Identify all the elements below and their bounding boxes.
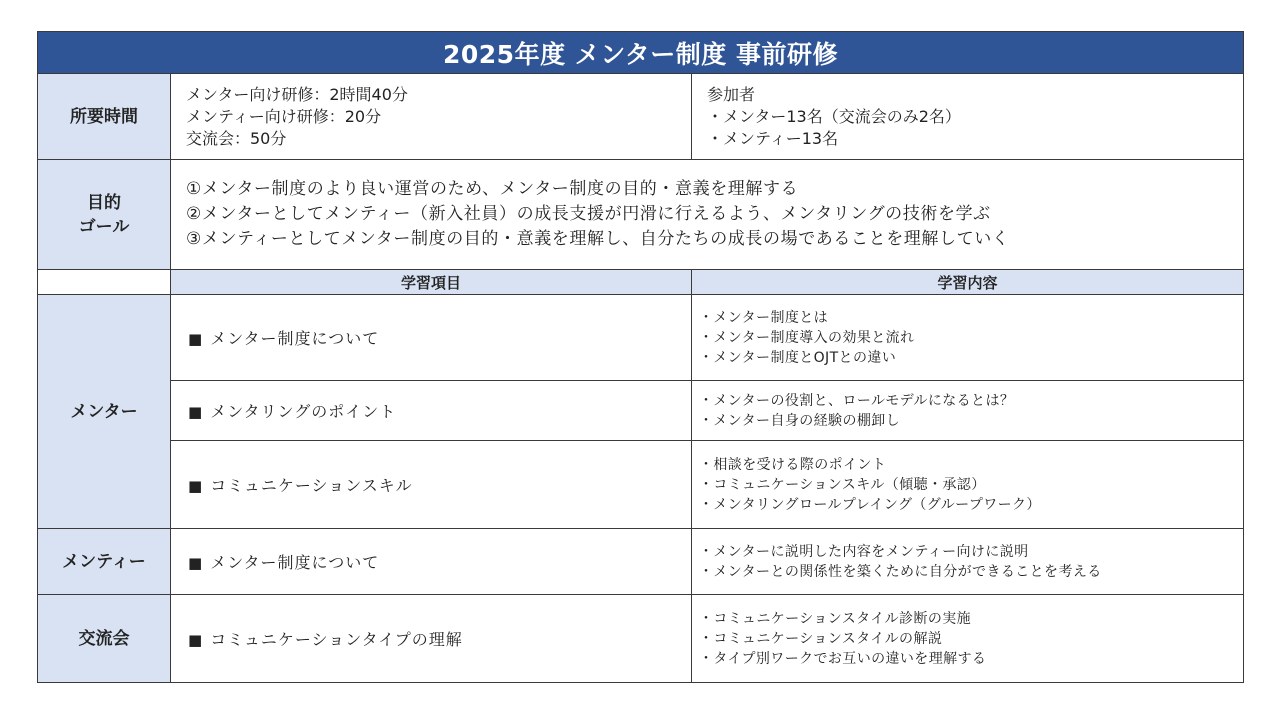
table-row — [38, 295, 1244, 381]
training-table — [37, 31, 1244, 683]
goal-text — [171, 160, 1244, 270]
learning-item-text: コミュニケーションタイプの理解 — [210, 630, 463, 649]
square-bullet-icon: ■ — [188, 631, 204, 649]
content-line: ・メンターの役割と、ロールモデルになるとは？ — [699, 392, 1015, 409]
content-line: ・メンター制度とOJTとの違い — [699, 349, 897, 366]
square-bullet-icon: ■ — [188, 403, 204, 421]
learning-item-text: メンター制度について — [210, 329, 380, 348]
time-breakdown — [171, 74, 692, 160]
learning-item — [171, 381, 692, 441]
content-line: ・メンター制度導入の効果と流れ — [699, 329, 915, 346]
content-line: ・コミュニケーションスタイルの解説 — [699, 630, 943, 647]
group-label-mentee: メンティー — [38, 529, 171, 595]
learning-item — [171, 441, 692, 529]
goal-label-line: ゴール — [78, 216, 130, 237]
blank-header-cell — [38, 270, 171, 295]
square-bullet-icon: ■ — [188, 477, 204, 495]
table-row — [38, 381, 1244, 441]
learning-content — [692, 381, 1244, 441]
content-line: ・メンターに説明した内容をメンティー向けに説明 — [699, 543, 1029, 560]
participants — [692, 74, 1244, 160]
goal-line: ②メンターとしてメンティー（新入社員）の成長支援が円滑に行えるよう、メンタリングの技術を学ぶ — [186, 204, 991, 224]
learning-item — [171, 295, 692, 381]
time-line: メンター向け研修：2時間40分 — [186, 84, 408, 104]
participants-line: ・メンター13名（交流会のみ2名） — [707, 106, 961, 126]
learning-item — [171, 595, 692, 683]
content-line: ・コミュニケーションスタイル診断の実施 — [699, 610, 972, 627]
content-line: ・メンター自身の経験の棚卸し — [699, 412, 901, 429]
learning-item — [171, 529, 692, 595]
group-label-exchange: 交流会 — [38, 595, 171, 683]
learning-content — [692, 295, 1244, 381]
goal-line: ③メンティーとしてメンター制度の目的・意義を理解し、自分たちの成長の場であることを理解していく — [186, 229, 1010, 249]
learning-content — [692, 529, 1244, 595]
goal-row — [38, 160, 1244, 270]
square-bullet-icon: ■ — [188, 554, 204, 572]
content-line: ・相談を受ける際のポイント — [699, 456, 887, 473]
learning-item-text: コミュニケーションスキル — [210, 476, 413, 495]
participants-line: ・メンティー13名 — [707, 128, 839, 148]
learning-item-text: メンタリングのポイント — [210, 402, 397, 421]
training-overview — [37, 31, 1243, 683]
content-column-header: 学習内容 — [692, 270, 1244, 295]
item-column-header: 学習項目 — [171, 270, 692, 295]
content-line: ・コミュニケーションスキル（傾聴・承認） — [699, 476, 986, 493]
time-row — [38, 74, 1244, 160]
title-row — [38, 32, 1244, 74]
learning-content — [692, 441, 1244, 529]
goal-line: ①メンター制度のより良い運営のため、メンター制度の目的・意義を理解する — [186, 179, 799, 199]
learning-item-text: メンター制度について — [210, 553, 380, 572]
time-line: 交流会：50分 — [186, 128, 287, 148]
participants-line: 参加者 — [707, 84, 756, 104]
content-line: ・メンターとの関係性を築くために自分ができることを考える — [699, 563, 1102, 580]
content-line: ・メンター制度とは — [699, 309, 829, 326]
content-line: ・タイプ別ワークでお互いの違いを理解する — [699, 650, 987, 667]
page-title: 2025年度 メンター制度 事前研修 — [38, 32, 1244, 74]
time-line: メンティー向け研修：20分 — [186, 106, 382, 126]
square-bullet-icon: ■ — [188, 330, 204, 348]
column-header-row — [38, 270, 1244, 295]
time-label: 所要時間 — [38, 74, 171, 160]
group-label-mentor: メンター — [38, 295, 171, 529]
content-line: ・メンタリングロールプレイング（グループワーク） — [699, 496, 1041, 513]
table-row — [38, 529, 1244, 595]
table-row — [38, 595, 1244, 683]
goal-label-line: 目的 — [87, 192, 121, 213]
goal-label — [38, 160, 171, 270]
learning-content — [692, 595, 1244, 683]
table-row — [38, 441, 1244, 529]
